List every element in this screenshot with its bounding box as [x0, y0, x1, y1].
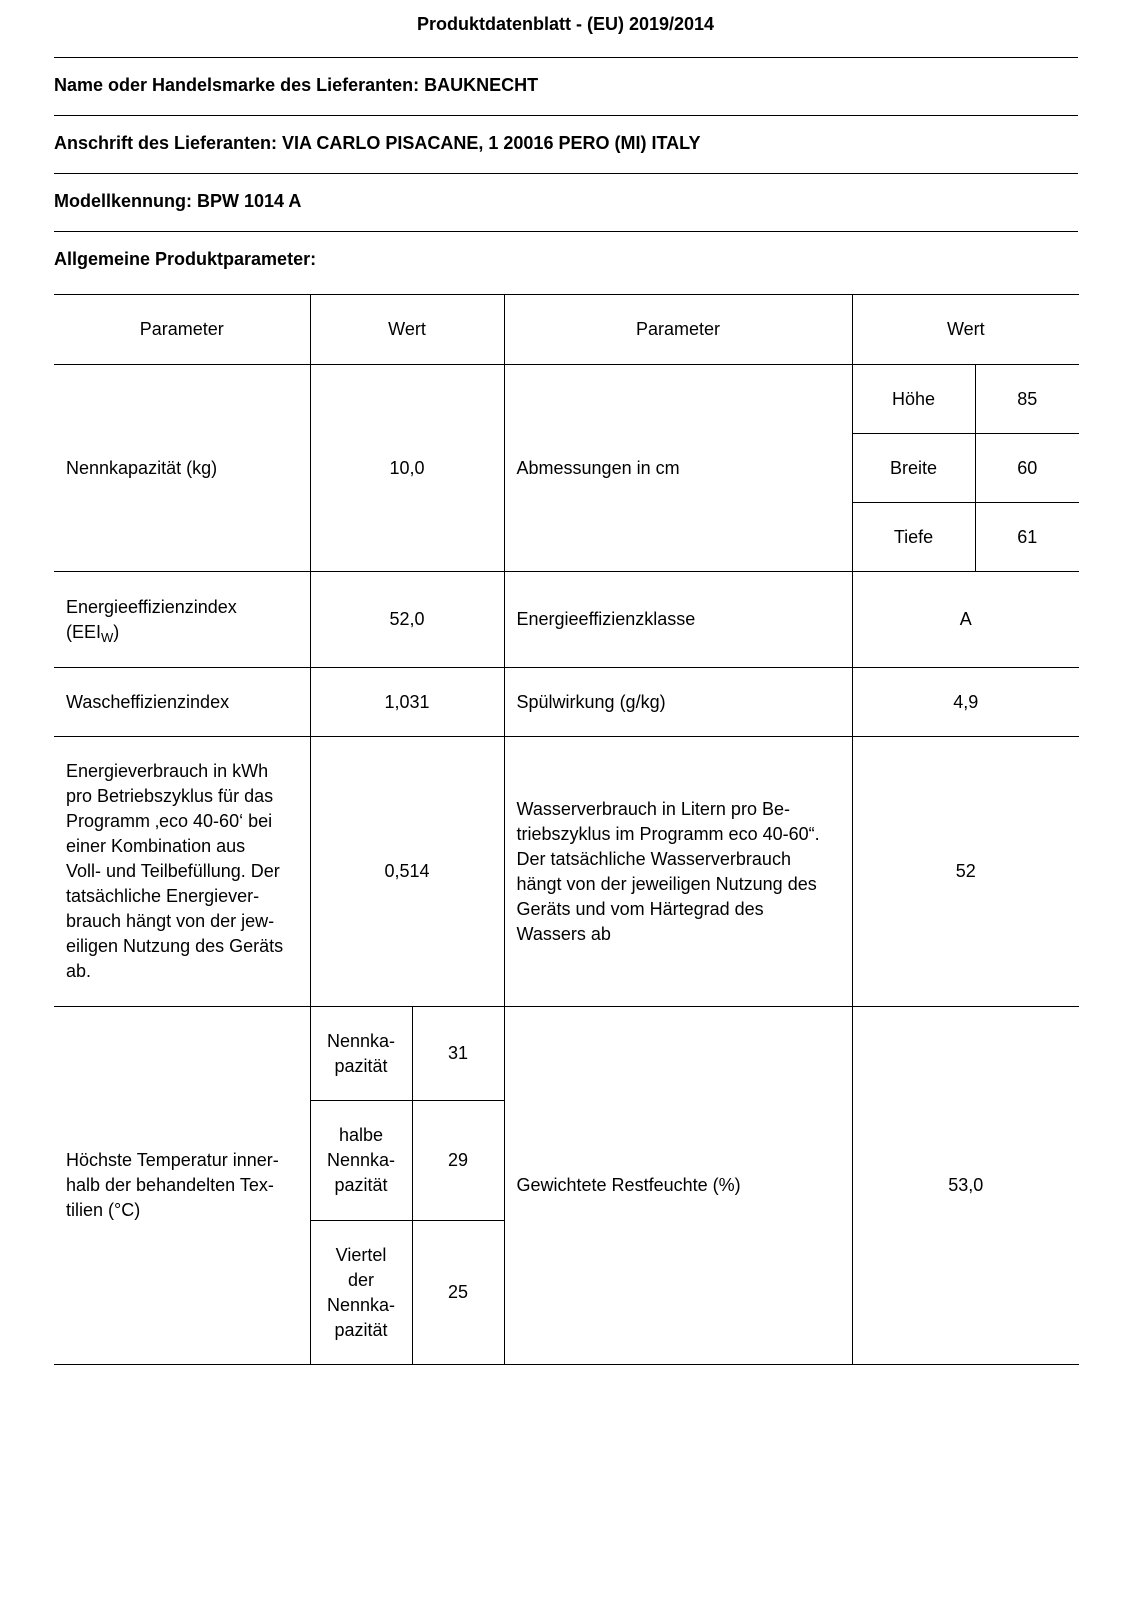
- table-row: [54, 1007, 1079, 1101]
- text-line: tilien (°C): [66, 1200, 141, 1220]
- supplier-address: Anschrift des Lieferanten: VIA CARLO PISACANE, 1 20016 PERO (MI) ITALY: [54, 133, 701, 153]
- text-line: Geräts und vom Härtegrad des: [516, 898, 764, 919]
- energy-consumption-value: 0,514: [310, 737, 504, 1007]
- model-id: Modellkennung: BPW 1014 A: [54, 191, 302, 211]
- text-line: eiligen Nutzung des Geräts: [66, 936, 284, 956]
- text-line: pazität: [334, 1175, 388, 1195]
- max-temperature-label: [54, 1007, 310, 1365]
- text-line: Nennka-: [326, 1294, 396, 1315]
- text-line: pro Betriebszyklus für das: [66, 786, 274, 806]
- text-line: tatsächliche Energiever-: [66, 886, 260, 906]
- rinse-label: Spülwirkung (g/kg): [504, 668, 852, 737]
- text-line: Wasserverbrauch in Litern pro Be-: [516, 798, 790, 819]
- header-value: Wert: [852, 295, 1079, 365]
- supplier-name: Name oder Handelsmarke des Lieferanten: BAUKNECHT: [54, 75, 539, 95]
- text-line: Viertel: [335, 1244, 387, 1265]
- temp-quarter-capacity-label: [310, 1221, 412, 1365]
- temp-rated-capacity-value: 31: [412, 1007, 504, 1101]
- text-line: Wassers ab: [516, 923, 611, 944]
- text-line: Nennka-: [326, 1030, 396, 1051]
- text-line: pazität: [334, 1319, 388, 1340]
- header-parameter: Parameter: [54, 295, 310, 365]
- header-value: Wert: [310, 295, 504, 365]
- temp-half-capacity-label: [310, 1101, 412, 1221]
- section-heading: Allgemeine Produktparameter:: [54, 249, 317, 269]
- text-line: einer Kombination aus: [66, 836, 246, 856]
- table-header-row: [54, 295, 1079, 365]
- eei-label-main: Energieeffizienzindex: [66, 596, 237, 617]
- text-line: Nennka-: [326, 1150, 396, 1170]
- text-line: Voll- und Teilbefüllung. Der: [66, 861, 280, 881]
- rinse-value: 4,9: [852, 668, 1079, 737]
- text-line: triebszyklus im Programm eco 40-60“.: [516, 823, 820, 844]
- wash-index-value: 1,031: [310, 668, 504, 737]
- text-line: ab.: [66, 961, 92, 981]
- eei-label-subscript: W: [101, 629, 114, 645]
- water-consumption-label: [504, 737, 852, 1007]
- table-row: [54, 668, 1079, 737]
- header-parameter: Parameter: [504, 295, 852, 365]
- text-line: Höchste Temperatur inner-: [66, 1150, 279, 1170]
- divider: [54, 115, 1078, 116]
- temp-half-capacity-value: 29: [412, 1101, 504, 1221]
- text-line: pazität: [334, 1055, 388, 1076]
- depth-label: Tiefe: [852, 503, 975, 572]
- text-line: der: [347, 1269, 374, 1290]
- divider: [54, 231, 1078, 232]
- document-title: Produktdatenblatt - (EU) 2019/2014: [416, 14, 715, 34]
- energy-consumption-label: [54, 737, 310, 1007]
- text-line: Programm ‚eco 40-60‘ bei: [66, 811, 273, 831]
- text-line: Der tatsächliche Wasserverbrauch: [516, 848, 791, 869]
- water-consumption-value: 52: [852, 737, 1079, 1007]
- divider: [54, 57, 1078, 58]
- eei-label: [54, 572, 310, 668]
- text-line: brauch hängt von der jew-: [66, 911, 275, 931]
- eei-label-paren-close: ): [113, 621, 120, 642]
- energy-class-value: A: [852, 572, 1079, 668]
- energy-class-label: Energieeffizienzklasse: [504, 572, 852, 668]
- text-line: hängt von der jeweiligen Nutzung des: [516, 873, 817, 894]
- wash-index-label: Wascheffizienzindex: [54, 668, 310, 737]
- divider: [54, 173, 1078, 174]
- temp-rated-capacity-label: [310, 1007, 412, 1101]
- height-label: Höhe: [852, 365, 975, 434]
- temp-quarter-capacity-value: 25: [412, 1221, 504, 1365]
- width-label: Breite: [852, 434, 975, 503]
- text-line: halb der behandelten Tex-: [66, 1175, 274, 1195]
- residual-moisture-label: Gewichtete Restfeuchte (%): [504, 1007, 852, 1365]
- product-parameters-table: [54, 294, 1079, 1365]
- table-row: [54, 572, 1079, 668]
- table-row: [54, 737, 1079, 1007]
- height-value: 85: [975, 365, 1079, 434]
- capacity-value: 10,0: [310, 365, 504, 572]
- width-value: 60: [975, 434, 1079, 503]
- capacity-label: Nennkapazität (kg): [54, 365, 310, 572]
- text-line: halbe: [338, 1125, 384, 1145]
- eei-label-paren-open: (EEI: [66, 621, 102, 642]
- residual-moisture-value: 53,0: [852, 1007, 1079, 1365]
- eei-value: 52,0: [310, 572, 504, 668]
- table-row: [54, 365, 1079, 434]
- dimensions-label: Abmessungen in cm: [504, 365, 852, 572]
- text-line: Energieverbrauch in kWh: [66, 761, 269, 781]
- depth-value: 61: [975, 503, 1079, 572]
